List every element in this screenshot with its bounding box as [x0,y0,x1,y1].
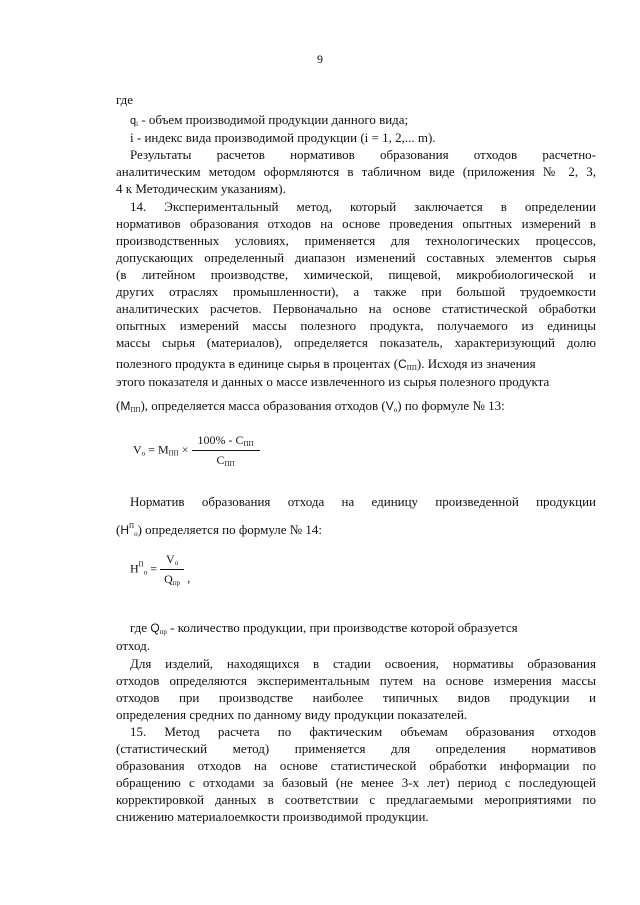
text-span: ) определяется по формуле № 14: [137,522,323,537]
formula-sub: о [141,449,146,458]
text-line: корректировкой данных в соответствии с предлагаемыми мероприятиями по [116,792,596,807]
text-line: этого показателя и данных о массе извлеченного из сырья полезного продукта [116,374,550,389]
num-sub: о [174,559,179,567]
fraction-denominator [160,570,184,587]
symbol-sub: ПП [406,364,417,372]
formula-sub: о [143,568,148,577]
den-text: Q [164,572,173,586]
text-line: Для изделий, находящихся в стадии освоения, нормативы образования [130,656,596,671]
num-sub: ПП [243,440,254,448]
text-line: (в литейном производстве, химической, пищевой, микробиологической и [116,267,596,282]
symbol-sub: пр [159,628,167,636]
formula-eq: = [147,561,161,576]
text-line: определения средних по данному виду продукции показателей. [116,707,468,722]
den-text: С [216,453,225,467]
formula-times: × [178,442,192,457]
text-span: ) по формуле № 13: [397,398,505,413]
text-span: ( [116,522,121,537]
text-line: 15. Метод расчета по фактическим объемам образования отходов [130,724,596,739]
text-line: отход. [116,638,151,653]
symbol-sub: о [393,406,398,414]
formula-sup: П [138,560,144,569]
text-span: ). Исходя из значения [416,356,536,371]
text-line: Норматив образования отхода на единицу произведенной продукции [130,494,596,509]
den-sub: ПП [224,460,235,468]
symbol-sub: о [134,530,138,538]
text-line: допускающих определенный диапазон изменений составных элементов сырья [116,250,596,265]
text-line: снижению материалоемкости производимой продукции. [116,809,429,824]
text-line [116,518,322,542]
text-span: полезного продукта в единице сырья в процентах ( [116,356,399,371]
formula-fraction [192,433,260,468]
text-line: отходов определяются экспериментальным путем на основе измерения массы [116,673,596,688]
fraction-numerator [192,433,260,451]
formula-fraction [160,552,184,587]
num-text: V [166,552,175,566]
text-line: обращению с отходами за базовый (не менее 3-х лет) период с последующей [116,775,596,790]
fraction-denominator [192,451,260,468]
num-text: 100% - С [197,433,244,447]
text-line: 4 к Методическим указаниям). [116,181,286,196]
symbol-sub: ПП [130,406,141,414]
text-span: ( [116,398,121,413]
text-line [130,112,408,132]
formula-13 [133,433,260,468]
fraction-numerator [160,552,184,570]
symbol-q: Q [150,621,160,635]
symbol-m: М [120,399,131,413]
formula-comma: , [187,571,191,586]
text-line [130,620,518,640]
formula-lhs: Н [130,561,139,576]
text-line: нормативов образования отходов на основе проведения опытных измерений в [116,216,596,231]
text-line [116,356,536,376]
formula-lhs: V [133,442,142,457]
text-line: опытных измерений массы полезного продукта, получаемого из единицы [116,318,596,333]
text-span: ), определяется масса образования отходов ( [140,398,386,413]
text-line: Результаты расчетов нормативов образования отходов расчетно- [130,147,596,162]
text-line: 14. Экспериментальный метод, который заключается в определении [130,199,596,214]
text-line: образования отходов на основе статистической обработки информации по [116,758,596,773]
text-line [116,398,505,418]
formula-14 [130,552,190,587]
text-span: - количество продукции, при производстве которой образуется [166,620,518,635]
symbol-c: С [398,357,407,371]
text-line: массы сырья (материалов), определяется показатель, характеризующий долю [116,335,596,350]
text-span: - объем производимой продукции данного вида; [138,112,409,127]
symbol-v: V [385,399,394,413]
text-span: где [130,620,148,635]
text-line: где [116,92,134,107]
symbol-q: q [130,115,137,127]
formula-sub: ПП [168,449,179,458]
text-line: отходов при производстве наиболее типичных видов продукции и [116,690,596,705]
text-line: других отраслях промышленности), а также при большой трудоемкости [116,284,596,299]
formula-eq: = М [145,442,169,457]
den-sub: пр [172,579,181,587]
text-line: производственных условиях, применяется для технологических процессов, [116,233,596,248]
text-line: (статистический метод) применяется для определения нормативов [116,741,596,756]
page-number: 9 [317,52,323,66]
symbol-sub: i [136,120,139,128]
symbol-sup: П [129,522,135,530]
text-line: аналитических расчетов. Первоначально на основе статистической обработки [116,301,596,316]
text-line: i - индекс вида производимой продукции (i = 1, 2,... m). [130,130,436,145]
symbol-h: Н [120,523,130,537]
text-line: аналитическим методом оформляются в табличном виде (приложения № 2, 3, [116,164,596,179]
